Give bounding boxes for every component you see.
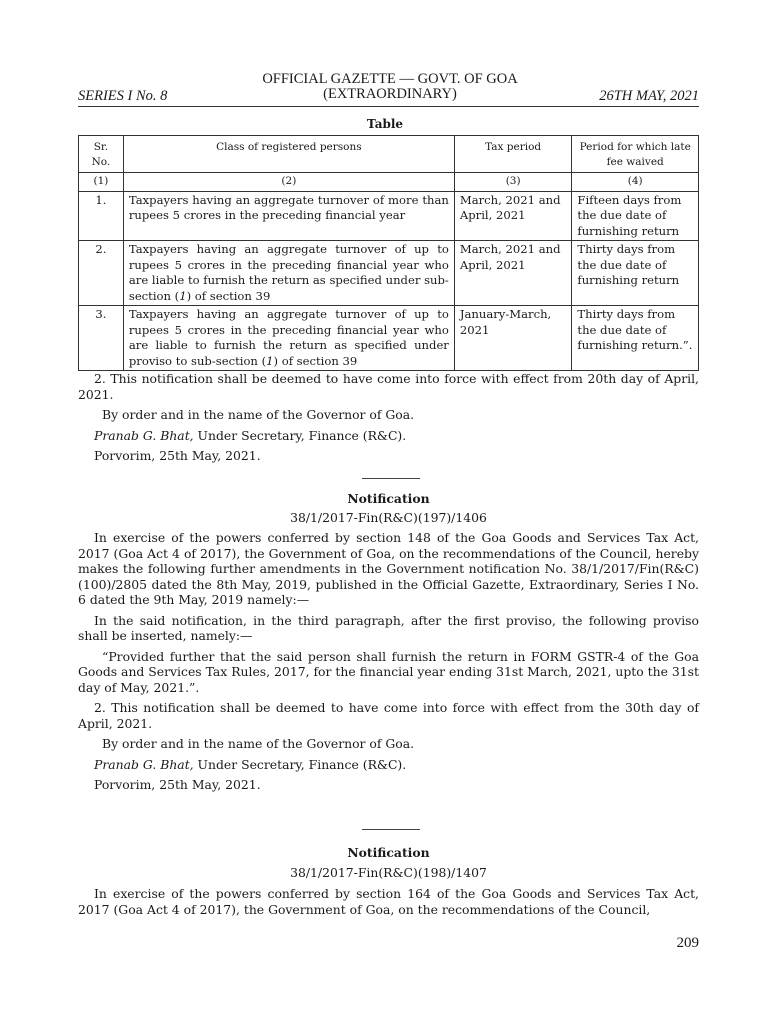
section1-para2: 2. This notification shall be deemed to have come into force with effect from 20th day of April, 2021. bbox=[78, 371, 699, 402]
notification2-para3: 2. This notification shall be deemed to have come into force with effect from the 30th day of April, 2021. bbox=[78, 700, 699, 731]
th-period: Tax period bbox=[454, 136, 572, 173]
notification2-signatory bbox=[78, 757, 699, 773]
cell-sr: 3. bbox=[79, 306, 124, 371]
th-waived: Period for which late fee waived bbox=[572, 136, 699, 173]
cell-waived: Thirty days from the due date of furnishing return bbox=[572, 241, 699, 306]
cell-waived: Thirty days from the due date of furnishing return.”. bbox=[572, 306, 699, 371]
signatory-name: Pranab G. Bhat, bbox=[94, 427, 194, 443]
cell-sr: 1. bbox=[79, 191, 124, 241]
cell-class-text: ) of section 39 bbox=[186, 288, 271, 303]
cell-class: Taxpayers having an aggregate turnover of more than rupees 5 crores in the preceding financial year bbox=[123, 191, 454, 241]
notification2-para1: In exercise of the powers conferred by section 148 of the Goa Goods and Services Tax Act, 2017 (Goa Act 4 of 2017), the Government of Goa, on the recommendations of the Council, hereby makes the following further amendments in the Government notification No. 38/1/2017/Fin(R&C)(100)/2805 dated the 8th May, 2019, published in the Official Gazette, Extraordinary, Series I No. 6 dated the 9th May, 2019 namely:— bbox=[78, 530, 699, 607]
header-title bbox=[240, 72, 540, 102]
cell-class bbox=[123, 306, 454, 371]
notification3-para1: In exercise of the powers conferred by section 164 of the Goa Goods and Services Tax Act, 2017 (Goa Act 4 of 2017), the Government of Goa, on the recommendations of the Council, bbox=[78, 886, 699, 917]
header-date: 26TH MAY, 2021 bbox=[599, 88, 699, 104]
cell-period: March, 2021 and April, 2021 bbox=[454, 241, 572, 306]
signatory-title: Under Secretary, Finance (R&C). bbox=[193, 756, 407, 772]
notification2-order: By order and in the name of the Governor of Goa. bbox=[102, 736, 415, 751]
th-sr: Sr. No. bbox=[79, 136, 124, 173]
section1-body bbox=[78, 371, 699, 464]
header-title-line2: (EXTRAORDINARY) bbox=[323, 86, 457, 102]
notification2-quote: “Provided further that the said person shall furnish the return in FORM GSTR-4 of the Goa Goods and Services Tax Rules, 2017, for the financial year ending 31st March, 2021, upto the 31st day of May, 2021.”. bbox=[78, 648, 699, 695]
cell-waived: Fifteen days from the due date of furnishing return bbox=[572, 191, 699, 241]
table-column-number-row bbox=[79, 173, 699, 192]
th-class: Class of registered persons bbox=[123, 136, 454, 173]
notification2-heading: Notification bbox=[347, 491, 430, 506]
signatory-title: Under Secretary, Finance (R&C). bbox=[193, 427, 407, 443]
col-number: (1) bbox=[79, 173, 124, 192]
separator bbox=[362, 829, 420, 830]
section1-signatory bbox=[78, 428, 699, 444]
cell-class-text: Taxpayers having an aggregate turnover of up to rupees 5 crores in the preceding financial year who are liable to furnish the return as specified under sub-section ( bbox=[128, 242, 449, 303]
table-row bbox=[79, 306, 699, 371]
notification2 bbox=[78, 491, 699, 793]
col-number: (4) bbox=[572, 173, 699, 192]
signatory-name: Pranab G. Bhat, bbox=[94, 756, 194, 772]
notification2-place-date: Porvorim, 25th May, 2021. bbox=[94, 777, 261, 792]
section1-order: By order and in the name of the Governor of Goa. bbox=[102, 407, 415, 422]
notification3-heading: Notification bbox=[347, 845, 430, 860]
cell-period: January-March, 2021 bbox=[454, 306, 572, 371]
cell-class-text: Taxpayers having an aggregate turnover of up to rupees 5 crores in the preceding financial year who are liable to furnish the return as specified under proviso to sub-section ( bbox=[128, 307, 449, 368]
separator bbox=[362, 478, 420, 479]
cell-sr: 2. bbox=[79, 241, 124, 306]
col-number: (3) bbox=[454, 173, 572, 192]
header-title-line1: OFFICIAL GAZETTE — GOVT. OF GOA bbox=[262, 71, 518, 87]
table-row bbox=[79, 241, 699, 306]
table-title: Table bbox=[366, 117, 404, 131]
cell-class-italic: 1 bbox=[266, 353, 274, 368]
table-header-row bbox=[79, 136, 699, 173]
header-rule bbox=[78, 106, 699, 107]
notification2-number: 38/1/2017-Fin(R&C)(197)/1406 bbox=[290, 509, 487, 525]
page-number: 209 bbox=[676, 935, 699, 951]
cell-period: March, 2021 and April, 2021 bbox=[454, 191, 572, 241]
notification3 bbox=[78, 845, 699, 917]
section1-place-date: Porvorim, 25th May, 2021. bbox=[94, 448, 261, 463]
cell-class-italic: 1 bbox=[179, 288, 187, 303]
col-number: (2) bbox=[123, 173, 454, 192]
cell-class bbox=[123, 241, 454, 306]
late-fee-table bbox=[78, 135, 699, 371]
header-series: SERIES I No. 8 bbox=[78, 88, 168, 104]
table-row bbox=[79, 191, 699, 241]
notification3-number: 38/1/2017-Fin(R&C)(198)/1407 bbox=[290, 864, 487, 880]
notification2-para2: In the said notification, in the third paragraph, after the first proviso, the following proviso shall be inserted, namely:— bbox=[78, 612, 699, 643]
cell-class-text: ) of section 39 bbox=[273, 353, 358, 368]
